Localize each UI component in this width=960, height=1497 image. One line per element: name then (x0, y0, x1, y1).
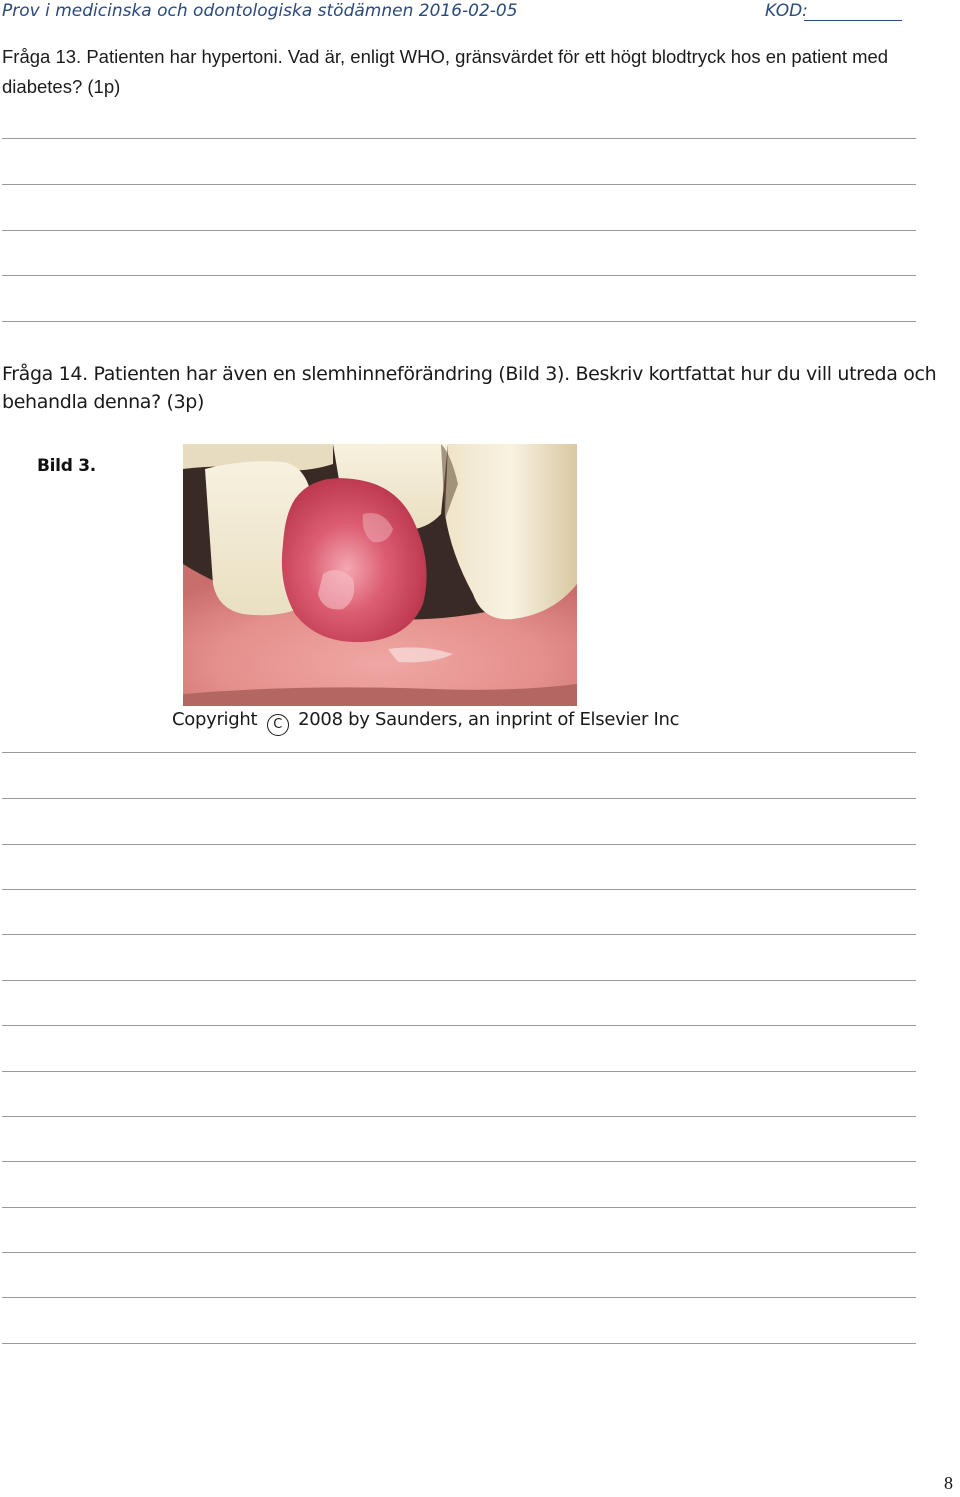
answer-line[interactable] (2, 1025, 916, 1026)
answer-line[interactable] (2, 275, 916, 276)
figure-label: Bild 3. (37, 456, 96, 476)
answer-line[interactable] (2, 138, 916, 139)
answer-line[interactable] (2, 1116, 916, 1117)
page-number: 8 (944, 1473, 953, 1493)
answer-line[interactable] (2, 980, 916, 981)
answer-line[interactable] (2, 1161, 916, 1162)
answer-line[interactable] (2, 230, 916, 231)
clinical-photo (183, 444, 577, 706)
answer-line[interactable] (2, 752, 916, 753)
copyright-suffix: 2008 by Saunders, an inprint of Elsevier Inc (298, 709, 680, 730)
gingival-lesion-photo-icon (183, 444, 577, 706)
answer-line[interactable] (2, 321, 916, 322)
page-header (2, 0, 960, 26)
answer-line[interactable] (2, 1207, 916, 1208)
answer-line[interactable] (2, 844, 916, 845)
exam-title: Prov i medicinska och odontologiska stödämnen 2016-02-05 (2, 1, 518, 21)
answer-line[interactable] (2, 889, 916, 890)
question-13-text: Fråga 13. Patienten har hypertoni. Vad är, enligt WHO, gränsvärdet för ett högt blodtryck hos en patient med diabetes? (1p) (2, 46, 889, 97)
kod-blank-line[interactable] (804, 20, 902, 21)
answer-line[interactable] (2, 934, 916, 935)
answer-line[interactable] (2, 798, 916, 799)
copyright-notice (172, 709, 679, 736)
kod-label: KOD: (765, 1, 808, 21)
copyright-icon: C (267, 714, 289, 736)
answer-line[interactable] (2, 1297, 916, 1298)
answer-line[interactable] (2, 1252, 916, 1253)
answer-line[interactable] (2, 184, 916, 185)
answer-line[interactable] (2, 1071, 916, 1072)
answer-line[interactable] (2, 1343, 916, 1344)
copyright-prefix: Copyright (172, 709, 258, 730)
question-14-text: Fråga 14. Patienten har även en slemhinneförändring (Bild 3). Beskriv kortfattat hur du vill utreda och behandla denna? (3p) (2, 363, 937, 413)
